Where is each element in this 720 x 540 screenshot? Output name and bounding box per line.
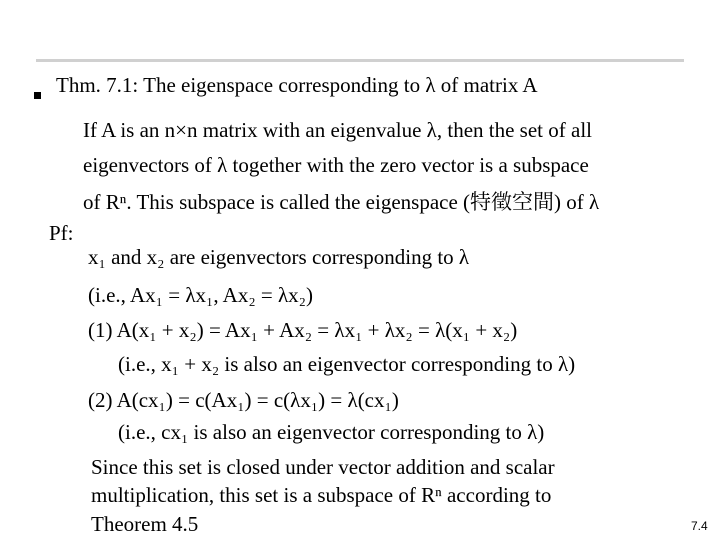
- proof-step-2-note: (i.e., cx₁ is also an eigenvector corresponding to λ): [118, 420, 545, 444]
- proof-step-1: (1) A(x₁ + x₂) = Ax₁ + Ax₂ = λx₁ + λx₂ = λ(x₁ + x₂): [88, 318, 518, 342]
- proof-intro: x₁ and x₂ are eigenvectors corresponding to λ: [88, 245, 470, 269]
- proof-given: (i.e., Ax₁ = λx₁, Ax₂ = λx₂): [88, 283, 313, 307]
- proof-step-2: (2) A(cx₁) = c(Ax₁) = c(λx₁) = λ(cx₁): [88, 388, 399, 412]
- theorem-title: Thm. 7.1: The eigenspace corresponding to λ of matrix A: [56, 73, 538, 97]
- conclusion-line-3: Theorem 4.5: [91, 512, 199, 536]
- theorem-line-3: of Rⁿ. This subspace is called the eigenspace (特徵空間) of λ: [83, 190, 600, 214]
- proof-label: Pf:: [49, 221, 74, 245]
- proof-step-1-note: (i.e., x₁ + x₂ is also an eigenvector corresponding to λ): [118, 352, 576, 376]
- conclusion-line-2: multiplication, this set is a subspace of Rⁿ according to: [91, 483, 552, 507]
- header-rule: [36, 59, 684, 62]
- bullet-square-icon: [34, 92, 41, 99]
- theorem-line-1: If A is an n×n matrix with an eigenvalue λ, then the set of all: [83, 118, 592, 142]
- theorem-line-2: eigenvectors of λ together with the zero vector is a subspace: [83, 153, 589, 177]
- page-number: 7.4: [691, 519, 708, 533]
- conclusion-line-1: Since this set is closed under vector addition and scalar: [91, 455, 555, 479]
